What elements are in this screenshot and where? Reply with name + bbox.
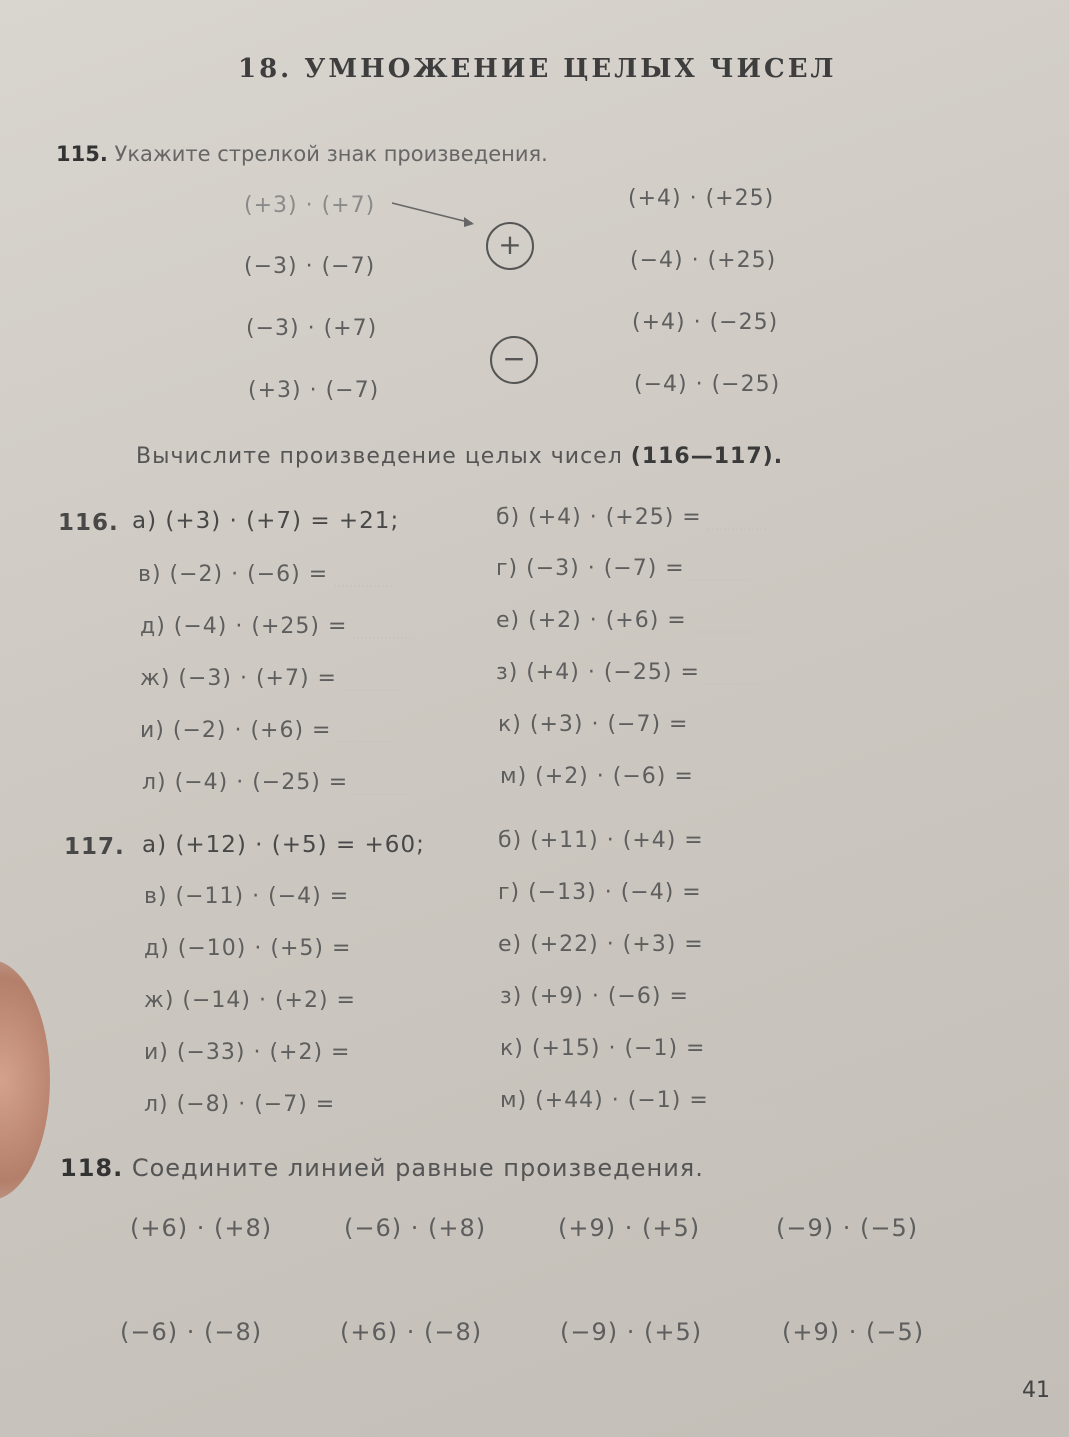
ex116-left-6: л) (−4) · (−25) = [142,770,412,795]
ex117-right-5: к) (+15) · (−1) = [500,1036,769,1061]
ex116-left-2: в) (−2) · (−6) = [138,562,392,587]
ex116-right-6: м) (+2) · (−6) = [500,764,758,789]
ex115-left-1: (+3) · (+7) [244,193,376,218]
ex115-left-4: (+3) · (−7) [248,378,380,403]
ex115-right-1: (+4) · (+25) [628,186,775,211]
ex118-header [60,1154,704,1182]
ex117-right-6: м) (+44) · (−1) = [500,1088,773,1113]
finger-shadow [0,960,50,1200]
ex115-task: Укажите стрелкой знак произведения. [114,142,548,166]
ex117-right-4: з) (+9) · (−6) = [500,984,753,1009]
ex118-bottom-3: (−9) · (+5) [560,1318,703,1346]
ex118-top-4: (−9) · (−5) [776,1214,919,1242]
ex118-top-2: (−6) · (+8) [344,1214,487,1242]
instruction-range: (116—117). [630,444,784,469]
minus-sign-circle: − [490,336,538,384]
ex116-number: 116. [58,510,119,536]
ex116-right-2: г) (−3) · (−7) = [496,556,749,581]
ex118-bottom-1: (−6) · (−8) [120,1318,263,1346]
ex118-task: Соедините линией равные произведения. [131,1154,704,1182]
ex116-right-3: е) (+2) · (+6) = [496,608,751,633]
ex115-right-4: (−4) · (−25) [634,372,781,397]
page-number: 41 [1022,1378,1050,1403]
ex117-right-2: г) (−13) · (−4) = [498,880,766,905]
ex115-right-3: (+4) · (−25) [632,310,779,335]
instruction [136,444,783,469]
ex115-right-2: (−4) · (+25) [630,248,777,273]
ex116-left-3: д) (−4) · (+25) = [140,614,411,639]
plus-sign-circle: + [486,222,534,270]
ex116-right-5: к) (+3) · (−7) = [498,712,752,737]
ex118-top-1: (+6) · (+8) [130,1214,273,1242]
ex115-header [56,142,548,166]
ex116-right-1: б) (+4) · (+25) = [496,505,766,530]
ex117-left-4: ж) (−14) · (+2) = [144,988,420,1013]
ex118-bottom-2: (+6) · (−8) [340,1318,483,1346]
arrow-example [390,195,490,235]
ex118-bottom-4: (+9) · (−5) [782,1318,925,1346]
chapter-title: 18. УМНОЖЕНИЕ ЦЕЛЫХ ЧИСЕЛ [238,54,837,84]
ex115-left-3: (−3) · (+7) [246,316,378,341]
ex117-left-5: и) (−33) · (+2) = [144,1040,414,1065]
ex115-number: 115. [56,142,108,166]
ex118-top-3: (+9) · (+5) [558,1214,701,1242]
ex117-left-6: л) (−8) · (−7) = [144,1092,399,1117]
ex117-left-3: д) (−10) · (+5) = [144,936,415,961]
ex116-left-4: ж) (−3) · (+7) = [140,666,401,691]
ex116-left-5: и) (−2) · (+6) = [140,718,395,743]
ex117-right-3: е) (+22) · (+3) = [498,932,768,957]
ex117-right-1: б) (+11) · (+4) = [498,828,768,853]
instruction-text: Вычислите произведение целых чисел [136,444,623,469]
ex118-number: 118. [60,1154,124,1182]
ex117-number: 117. [64,834,125,860]
ex117-left-2: в) (−11) · (−4) = [144,884,413,909]
ex116-right-4: з) (+4) · (−25) = [496,660,764,685]
ex116-left-1: а) (+3) · (+7) = +21; [132,508,400,534]
ex117-left-1: а) (+12) · (+5) = +60; [142,832,425,858]
ex115-left-2: (−3) · (−7) [244,254,376,279]
